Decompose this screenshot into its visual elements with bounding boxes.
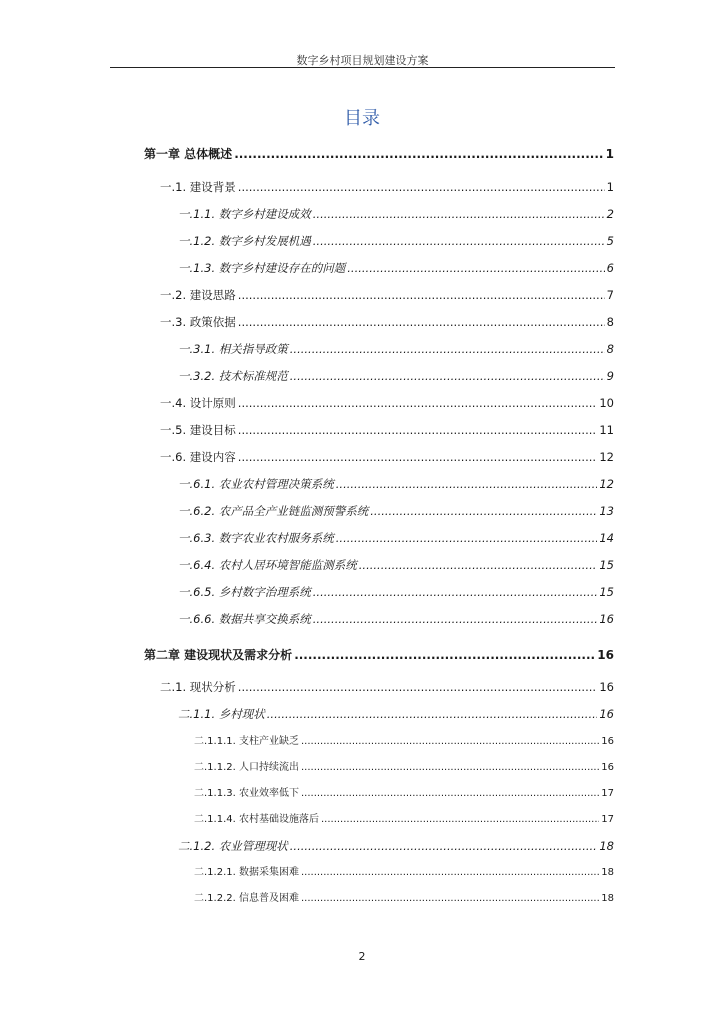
toc-entry-label: 一.1.1. 数字乡村建设成效 bbox=[178, 207, 311, 221]
toc-leader bbox=[301, 734, 599, 750]
toc-entry[interactable] bbox=[178, 233, 614, 249]
toc-entry-label: 一.5. 建设目标 bbox=[160, 423, 236, 437]
toc-entry-label: 一.6. 建设内容 bbox=[160, 450, 236, 464]
toc-entry-page: 18 bbox=[601, 867, 614, 878]
toc-entry-label: 一.6.5. 乡村数字治理系统 bbox=[178, 585, 311, 599]
toc-entry-page: 15 bbox=[599, 585, 614, 599]
toc-entry-page: 8 bbox=[606, 315, 614, 329]
toc-entry[interactable] bbox=[178, 584, 614, 600]
page-number: 2 bbox=[358, 950, 366, 963]
toc-entry-page: 7 bbox=[606, 288, 614, 302]
toc-entry-label: 一.6.1. 农业农村管理决策系统 bbox=[178, 477, 334, 491]
toc-leader bbox=[321, 812, 599, 828]
toc-leader bbox=[238, 449, 598, 465]
toc-leader bbox=[301, 865, 599, 881]
toc-entry-label: 二.1.1.1. 支柱产业缺乏 bbox=[194, 736, 299, 747]
toc-leader bbox=[290, 368, 605, 384]
toc-entry[interactable] bbox=[194, 760, 614, 776]
toc-entry[interactable] bbox=[160, 314, 614, 330]
toc-entry-page: 5 bbox=[606, 234, 614, 248]
toc-entry[interactable] bbox=[178, 557, 614, 573]
toc-entry-label: 一.6.3. 数字农业农村服务系统 bbox=[178, 531, 334, 545]
toc-entry-label: 一.1.2. 数字乡村发展机遇 bbox=[178, 234, 311, 248]
toc-entry-page: 17 bbox=[601, 814, 614, 825]
toc-leader bbox=[267, 706, 598, 722]
toc-entry-page: 18 bbox=[599, 839, 614, 853]
toc-entry[interactable] bbox=[194, 734, 614, 750]
toc-entry-page: 2 bbox=[606, 207, 614, 221]
toc-entry[interactable] bbox=[194, 812, 614, 828]
toc-leader bbox=[313, 584, 598, 600]
toc-leader bbox=[347, 260, 604, 276]
toc-entry-page: 10 bbox=[599, 396, 614, 410]
toc-entry-page: 12 bbox=[599, 477, 614, 491]
toc-entry[interactable] bbox=[178, 838, 614, 854]
toc-leader bbox=[234, 146, 603, 162]
toc-entry[interactable] bbox=[160, 679, 614, 695]
toc-entry-label: 一.6.4. 农村人居环境智能监测系统 bbox=[178, 558, 357, 572]
toc-title: 目录 bbox=[344, 108, 380, 129]
toc-entry[interactable] bbox=[178, 706, 614, 722]
toc-entry[interactable] bbox=[194, 865, 614, 881]
toc-entry-label: 二.1.1.4. 农村基础设施落后 bbox=[194, 814, 319, 825]
toc-leader bbox=[290, 341, 605, 357]
toc-entry-label: 一.1. 建设背景 bbox=[160, 180, 236, 194]
toc-leader bbox=[238, 179, 605, 195]
toc-entry[interactable] bbox=[178, 503, 614, 519]
toc-entry-page: 1 bbox=[606, 180, 614, 194]
toc-entry-label: 二.1.1. 乡村现状 bbox=[178, 707, 265, 721]
toc-leader bbox=[359, 557, 598, 573]
toc-entry-label: 二.1.2.1. 数据采集困难 bbox=[194, 867, 299, 878]
toc-entry[interactable] bbox=[160, 179, 614, 195]
toc-entry-page: 8 bbox=[606, 342, 614, 356]
toc-entry[interactable] bbox=[194, 891, 614, 907]
toc-entry-page: 16 bbox=[599, 680, 614, 694]
toc-entry[interactable] bbox=[144, 146, 614, 162]
toc-entry-page: 13 bbox=[599, 504, 614, 518]
toc-leader bbox=[370, 503, 597, 519]
toc-leader bbox=[301, 891, 599, 907]
toc-entry-label: 一.3. 政策依据 bbox=[160, 315, 236, 329]
toc-entry-label: 二.1.1.3. 农业效率低下 bbox=[194, 788, 299, 799]
toc-entry-label: 一.1.3. 数字乡村建设存在的问题 bbox=[178, 261, 346, 275]
toc-entry-label: 一.2. 建设思路 bbox=[160, 288, 236, 302]
toc-entry-page: 9 bbox=[606, 369, 614, 383]
toc-entry-page: 18 bbox=[601, 893, 614, 904]
toc-leader bbox=[238, 287, 605, 303]
toc-entry[interactable] bbox=[178, 611, 614, 627]
toc-entry-page: 16 bbox=[599, 707, 614, 721]
toc-entry-label: 一.3.2. 技术标准规范 bbox=[178, 369, 288, 383]
toc-leader bbox=[301, 786, 599, 802]
toc-leader bbox=[290, 838, 598, 854]
toc-leader bbox=[336, 476, 598, 492]
toc-entry-page: 14 bbox=[599, 531, 614, 545]
header-rule bbox=[110, 67, 615, 68]
toc-entry[interactable] bbox=[160, 422, 614, 438]
toc-entry[interactable] bbox=[178, 341, 614, 357]
toc-entry[interactable] bbox=[160, 395, 614, 411]
toc-leader bbox=[301, 760, 599, 776]
toc-entry-label: 二.1.2.2. 信息普及困难 bbox=[194, 893, 299, 904]
toc-entry[interactable] bbox=[160, 449, 614, 465]
toc-entry-label: 一.3.1. 相关指导政策 bbox=[178, 342, 288, 356]
toc-entry-page: 17 bbox=[601, 788, 614, 799]
toc-leader bbox=[238, 395, 598, 411]
toc-leader bbox=[238, 422, 598, 438]
toc-entry[interactable] bbox=[178, 476, 614, 492]
toc-entry-page: 16 bbox=[599, 612, 614, 626]
toc-entry-page: 12 bbox=[599, 450, 614, 464]
toc-entry[interactable] bbox=[178, 530, 614, 546]
toc-entry[interactable] bbox=[144, 647, 614, 663]
toc-entry-label: 二.1. 现状分析 bbox=[160, 680, 236, 694]
toc-entry-page: 16 bbox=[601, 762, 614, 773]
toc-leader bbox=[336, 530, 598, 546]
toc-entry[interactable] bbox=[160, 287, 614, 303]
toc-entry-label: 一.6.2. 农产品全产业链监测预警系统 bbox=[178, 504, 369, 518]
toc-leader bbox=[313, 611, 598, 627]
toc-entry-label: 第一章 总体概述 bbox=[144, 147, 233, 161]
toc-leader bbox=[238, 314, 605, 330]
toc-entry-label: 第二章 建设现状及需求分析 bbox=[144, 648, 293, 662]
toc-entry[interactable] bbox=[178, 368, 614, 384]
toc-entry[interactable] bbox=[178, 260, 614, 276]
running-header: 数字乡村项目规划建设方案 bbox=[296, 54, 429, 67]
toc-entry-page: 11 bbox=[599, 423, 614, 437]
toc-entry-page: 16 bbox=[597, 648, 614, 662]
toc-leader bbox=[313, 206, 605, 222]
toc-leader bbox=[238, 679, 598, 695]
toc-entry[interactable] bbox=[178, 206, 614, 222]
toc-entry[interactable] bbox=[194, 786, 614, 802]
toc-entry-label: 一.4. 设计原则 bbox=[160, 396, 236, 410]
toc-entry-label: 一.6.6. 数据共享交换系统 bbox=[178, 612, 311, 626]
toc-entry-label: 二.1.2. 农业管理现状 bbox=[178, 839, 288, 853]
toc-entry-page: 16 bbox=[601, 736, 614, 747]
toc-leader bbox=[313, 233, 605, 249]
toc-entry-label: 二.1.1.2. 人口持续流出 bbox=[194, 762, 299, 773]
toc-entry-page: 6 bbox=[606, 261, 614, 275]
toc-entry-page: 15 bbox=[599, 558, 614, 572]
toc-entry-page: 1 bbox=[605, 147, 614, 161]
toc-leader bbox=[294, 647, 595, 663]
